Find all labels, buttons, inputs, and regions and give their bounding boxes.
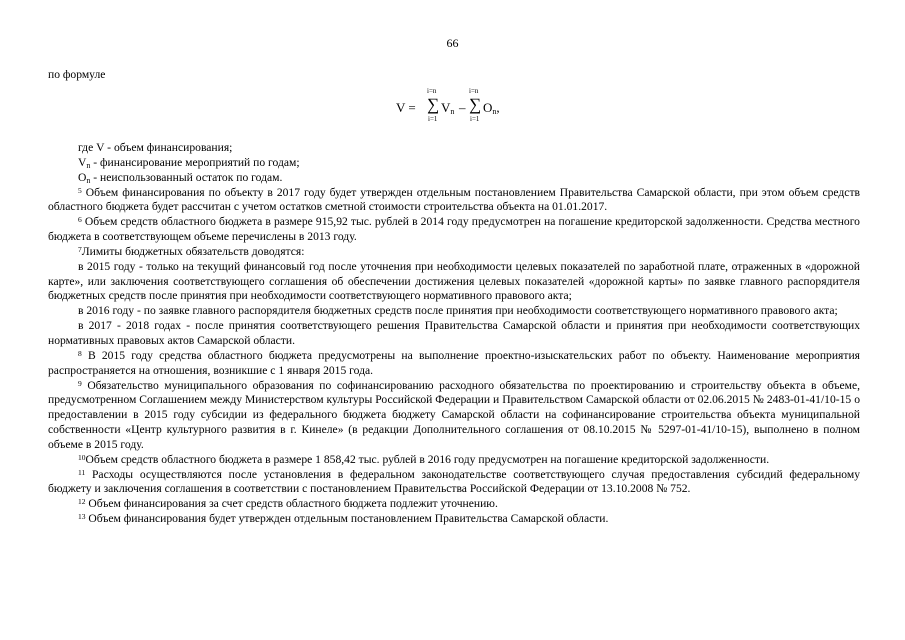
formula-upper-limit-1: i=n <box>427 87 437 95</box>
footnote-7-paragraph-2017: в 2017 - 2018 годах - после принятия соответствующего решения Правительства Самарской области и принятия при необходимости соответствующих нормативных правовых актов Самарской области. <box>48 319 860 347</box>
formula-minus: – <box>459 100 466 115</box>
footnote-7-paragraph-2016: в 2016 году - по заявке главного распорядителя бюджетных средств после принятия при необходимости соответствующего нормативного правового акта; <box>78 304 838 318</box>
page-number: 66 <box>446 36 459 50</box>
footnote-8-text: В 2015 году средства областного бюджета предусмотрены на выполнение проектно-изыскательских работ по объекту. Наименование мероприятия распространяется на отношения, возникшие с 1 января 2015 года. <box>48 348 860 377</box>
footnote-8-marker: 8 <box>78 348 82 358</box>
footnote-5-text: Объем финансирования по объекту в 2017 году будет утвержден отдельным постановлением Правительства Самарской области, при этом объем средств областного бюджета будет рассчитан с учетом остатков сметной стоимости строительства объекта на 01.01.2017. <box>48 185 860 214</box>
footnote-7-marker: 7 <box>78 244 82 254</box>
definition-line-1: где V - объем финансирования; <box>78 141 233 154</box>
footnote-9-marker: 9 <box>78 378 82 388</box>
formula-term-1-base: V <box>441 100 451 115</box>
footnote-6 <box>48 215 860 245</box>
intro-text: по формуле <box>48 68 106 81</box>
definition-2-text: - финансирование мероприятий по годам; <box>90 155 300 169</box>
formula-upper-limit-2: i=n <box>469 87 479 95</box>
footnote-11-text: Расходы осуществляются после установления в федеральном законодательстве соответствующего случая предоставления субсидий федеральному бюджету и заключения соглашения в соответствии с постановлением Правительства Российской Федерации от 13.10.2008 № 752. <box>48 467 860 496</box>
definition-3-var: O <box>78 170 87 184</box>
sum-sign-1: ∑ <box>427 95 440 114</box>
footnote-13-text: Объем финансирования будет утвержден отдельным постановлением Правительства Самарской области. <box>88 512 609 526</box>
footnote-12-marker: 12 <box>78 497 86 507</box>
formula-lhs: V = <box>396 100 416 115</box>
footnote-11-marker: 11 <box>78 467 86 477</box>
footnote-7-text: Лимиты бюджетных обязательств доводятся: <box>81 244 305 258</box>
formula-lower-limit-2: i=1 <box>470 115 480 123</box>
footnote-5-marker: 5 <box>78 185 82 195</box>
definition-2-var: V <box>78 155 87 169</box>
footnote-8 <box>48 349 860 379</box>
footnote-10-text: Объем средств областного бюджета в размере 1 858,42 тыс. рублей в 2016 году предусмотрен на погашение кредиторской задолженности. <box>85 452 770 466</box>
definition-3-sub: n <box>86 175 91 185</box>
footnote-6-text: Объем средств областного бюджета в размере 915,92 тыс. рублей в 2014 году предусмотрен на погашение кредиторской задолженности. Средства местного бюджета в соответствующем объеме перечислены в 2013 году. <box>48 215 860 244</box>
sum-sign-2: ∑ <box>469 95 482 114</box>
footnote-11 <box>48 468 860 498</box>
formula-term-1 <box>441 100 454 116</box>
footnote-10 <box>48 453 860 468</box>
definition-2-sub: n <box>86 160 91 170</box>
footnote-13 <box>48 512 860 527</box>
formula-lower-limit-1: i=1 <box>428 115 438 123</box>
footnote-9 <box>48 379 860 453</box>
document-body <box>48 141 860 527</box>
footnote-13-marker: 13 <box>78 512 86 522</box>
formula-term-1-sub: n <box>450 107 455 116</box>
definition-line-2 <box>48 156 860 171</box>
footnote-7-paragraph-2015: в 2015 году - только на текущий финансовый год после уточнения при необходимости целевых показателей по заработной плате, отраженных в «дорожной карте», или заключения соответствующего соглашения об обеспечении достижения целевых показателей «дорожной карты» по заявке главного распорядителя бюджетных средств после принятия при необходимости соответствующего нормативного правового акта; <box>48 259 860 303</box>
definition-line-3 <box>48 171 860 186</box>
footnote-5 <box>48 186 860 216</box>
formula <box>396 86 526 124</box>
formula-tail: , <box>496 100 500 115</box>
footnote-12-text: Объем финансирования за счет средств областного бюджета подлежит уточнению. <box>88 497 498 511</box>
footnote-9-text: Обязательство муниципального образования по софинансированию расходного обязательства по проектированию и строительству объекта в объеме, предусмотренном Соглашением между Министерством культуры Российской Федерации и Правительством Самарской области от 02.06.2015 № 2483-01-41/10-15 о предоставлении в 2015 году субсидии из федерального бюджета бюджету Самарской области на софинансирование строительства объекта муниципальной собственности «Центр культурного развития в г. Кинеле» (в редакции Дополнительного соглашения от 08.10.2015 № 5297-01-41/10-15), выполнено в полном объеме в 2015 году. <box>48 378 861 451</box>
footnote-7 <box>48 245 860 260</box>
formula-term-2 <box>483 100 500 116</box>
definition-3-text: - неиспользованный остаток по годам. <box>90 170 283 184</box>
footnote-10-marker: 10 <box>78 452 86 462</box>
footnote-12 <box>48 497 860 512</box>
formula-term-2-sub: n <box>492 107 497 116</box>
footnote-6-marker: 6 <box>78 215 82 225</box>
formula-term-2-base: O <box>483 100 493 115</box>
